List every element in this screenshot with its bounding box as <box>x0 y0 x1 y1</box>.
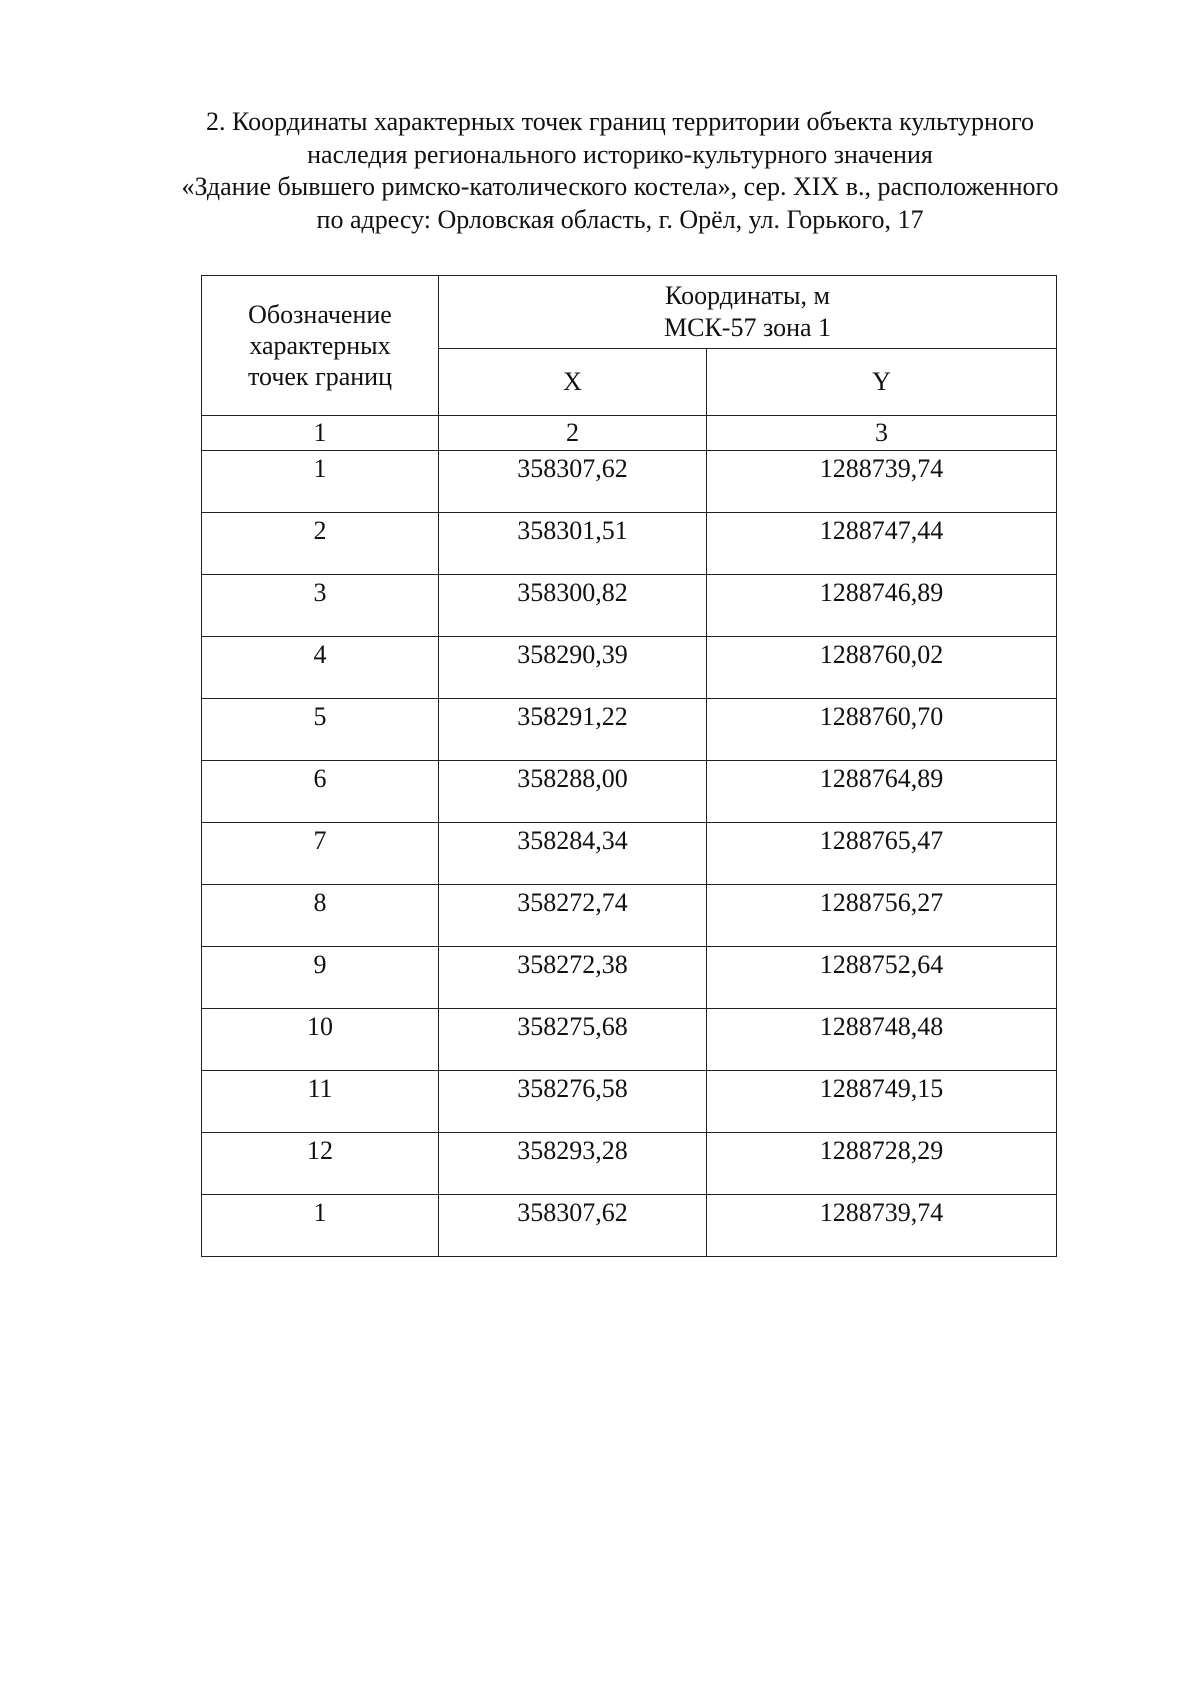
title-line: 2. Координаты характерных точек границ территории объекта культурного <box>206 107 1034 136</box>
title-line: по адресу: Орловская область, г. Орёл, ул. Горького, 17 <box>316 204 924 234</box>
table-row <box>202 823 1057 885</box>
table-header-row <box>202 276 1057 349</box>
table-row <box>202 1071 1057 1133</box>
point-cell: 3 <box>202 575 439 637</box>
y-coordinate-cell: 1288765,47 <box>707 823 1057 885</box>
point-cell: 4 <box>202 637 439 699</box>
x-coordinate-cell: 358300,82 <box>439 575 707 637</box>
table-row <box>202 947 1057 1009</box>
table-row <box>202 451 1057 513</box>
y-coordinate-cell: 1288764,89 <box>707 761 1057 823</box>
x-coordinate-cell: 358293,28 <box>439 1133 707 1195</box>
point-cell: 5 <box>202 699 439 761</box>
y-coordinate-cell: 1288739,74 <box>707 1195 1057 1257</box>
y-coordinate-cell: 1288749,15 <box>707 1071 1057 1133</box>
point-cell: 9 <box>202 947 439 1009</box>
y-coordinate-cell: 1288760,02 <box>707 637 1057 699</box>
point-designation-header <box>202 276 439 416</box>
header-line: характерных <box>249 331 391 360</box>
x-coordinate-cell: 358272,74 <box>439 885 707 947</box>
point-cell: 12 <box>202 1133 439 1195</box>
x-coordinate-cell: 358301,51 <box>439 513 707 575</box>
x-coordinate-cell: 358275,68 <box>439 1009 707 1071</box>
table-row <box>202 575 1057 637</box>
coordinates-header <box>439 276 1057 349</box>
table-row <box>202 885 1057 947</box>
point-cell: 8 <box>202 885 439 947</box>
point-cell: 2 <box>202 513 439 575</box>
table-row <box>202 1195 1057 1257</box>
x-coordinate-cell: 358276,58 <box>439 1071 707 1133</box>
header-line: Координаты, м <box>665 281 830 310</box>
y-coordinate-cell: 1288746,89 <box>707 575 1057 637</box>
title-line: наследия регионального историко-культурного значения <box>307 139 933 169</box>
point-cell: 6 <box>202 761 439 823</box>
x-coordinate-cell: 358284,34 <box>439 823 707 885</box>
header-line: МСК-57 зона 1 <box>663 313 832 342</box>
table-row <box>202 513 1057 575</box>
x-column-header: X <box>439 349 707 416</box>
y-coordinate-cell: 1288760,70 <box>707 699 1057 761</box>
coordinates-table <box>201 275 1057 1257</box>
x-coordinate-cell: 358272,38 <box>439 947 707 1009</box>
document-title <box>150 106 1090 236</box>
table-row <box>202 761 1057 823</box>
y-coordinate-cell: 1288747,44 <box>707 513 1057 575</box>
y-column-header: Y <box>707 349 1057 416</box>
x-coordinate-cell: 358307,62 <box>439 451 707 513</box>
point-cell: 7 <box>202 823 439 885</box>
point-cell: 1 <box>202 451 439 513</box>
y-coordinate-cell: 1288739,74 <box>707 451 1057 513</box>
point-cell: 1 <box>202 1195 439 1257</box>
table-row <box>202 1009 1057 1071</box>
column-numbers-row <box>202 416 1057 451</box>
y-coordinate-cell: 1288756,27 <box>707 885 1057 947</box>
x-coordinate-cell: 358290,39 <box>439 637 707 699</box>
x-coordinate-cell: 358291,22 <box>439 699 707 761</box>
x-coordinate-cell: 358307,62 <box>439 1195 707 1257</box>
y-coordinate-cell: 1288728,29 <box>707 1133 1057 1195</box>
y-coordinate-cell: 1288748,48 <box>707 1009 1057 1071</box>
column-number: 1 <box>202 416 439 451</box>
header-line: Обозначение <box>248 300 392 329</box>
table-row <box>202 637 1057 699</box>
table-row <box>202 1133 1057 1195</box>
title-line: «Здание бывшего римско-католического костела», сер. XIX в., расположенного <box>181 172 1059 201</box>
x-coordinate-cell: 358288,00 <box>439 761 707 823</box>
y-coordinate-cell: 1288752,64 <box>707 947 1057 1009</box>
header-line: точек границ <box>247 362 393 391</box>
column-number: 3 <box>707 416 1057 451</box>
point-cell: 11 <box>202 1071 439 1133</box>
column-number: 2 <box>439 416 707 451</box>
point-cell: 10 <box>202 1009 439 1071</box>
table-row <box>202 699 1057 761</box>
